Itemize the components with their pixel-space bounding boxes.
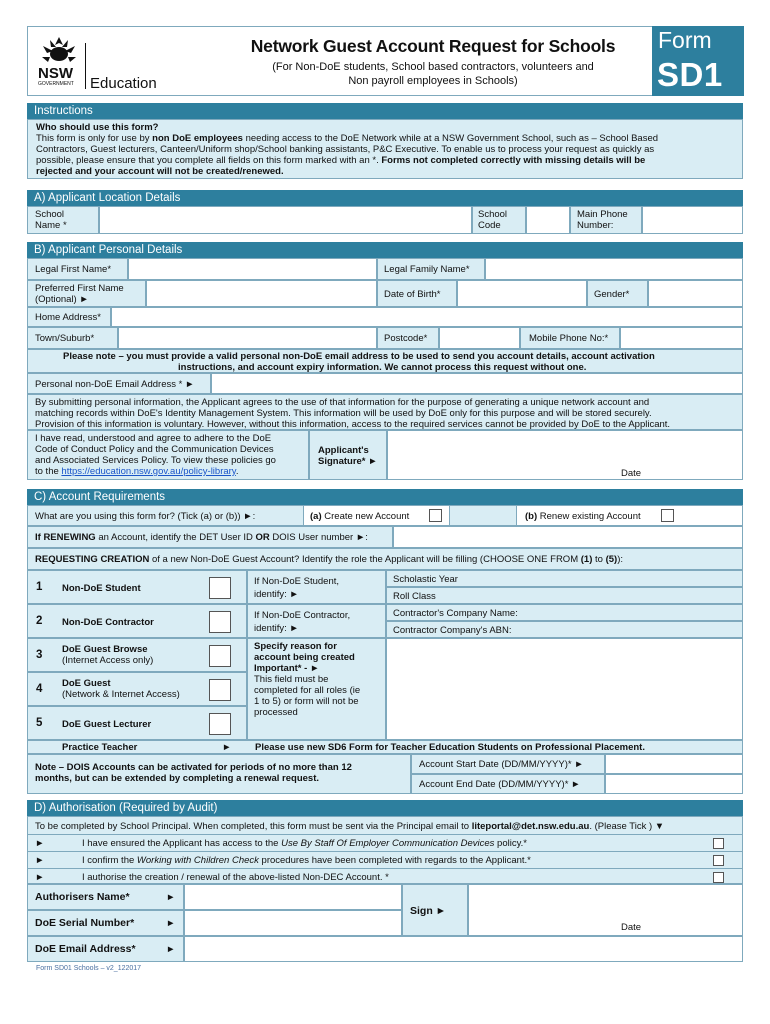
reason-line-1: Specify reason for — [254, 641, 337, 652]
tick-2c: procedures have been completed with regards to the Applicant.* — [258, 855, 531, 866]
mobile-field[interactable] — [620, 327, 743, 349]
divider — [28, 868, 742, 869]
serial-number-label — [27, 910, 184, 936]
tick-2a: I confirm the — [82, 855, 137, 866]
agree-line-2: Code of Conduct Policy and the Communication Devices — [35, 444, 274, 455]
personal-email-label — [27, 373, 211, 394]
form-header — [27, 26, 743, 96]
student-identify-1: If Non-DoE Student, — [254, 576, 340, 587]
doe-email-text: DoE Email Address* — [35, 943, 136, 955]
agree-line-4a: to the — [35, 466, 62, 477]
gender-label — [587, 280, 648, 307]
divider — [28, 851, 742, 852]
section-d-heading: D) Authorisation (Required by Audit) — [27, 800, 743, 816]
arrow-icon: ► — [166, 918, 176, 929]
authorisation-box — [27, 816, 743, 884]
reason-field[interactable] — [386, 638, 743, 740]
signature-label-2: Signature* ► — [318, 456, 378, 467]
arrow-icon: ► — [166, 944, 176, 955]
renewal-id-text — [35, 532, 368, 543]
reason-label — [247, 638, 386, 740]
school-name-label-2: Name * — [35, 220, 67, 231]
roll-class-field[interactable] — [386, 587, 743, 604]
end-date-text: Account End Date (DD/MM/YYYY)* ► — [419, 779, 581, 790]
logo-education-text: Education — [90, 75, 157, 92]
renew-account-checkbox[interactable] — [661, 509, 674, 522]
logo-nsw-text: NSW — [38, 65, 73, 82]
renew-text-c: OR — [255, 532, 270, 543]
tick-1c: policy.* — [494, 838, 527, 849]
contractor-name-label: Contractor's Company Name: — [393, 608, 518, 619]
authoriser-name-label — [27, 884, 184, 910]
policy-library-link[interactable]: https://education.nsw.gov.au/policy-library — [61, 466, 236, 477]
principal-date-label: Date — [621, 922, 642, 933]
main-phone-label-2: Number: — [577, 220, 614, 231]
tick-3-text: I authorise the creation / renewal of the above-listed Non-DEC Account. * — [82, 872, 389, 883]
renew-text-b: an Account, identify the DET User ID — [95, 532, 256, 543]
personal-email-text: Personal non-DoE Email Address * ► — [35, 379, 195, 390]
logo-divider — [85, 43, 86, 89]
role-name: DoE Guest Browse — [62, 644, 148, 655]
role-number: 3 — [36, 649, 43, 661]
role-name: Non-DoE Student — [62, 583, 141, 594]
tick-arrow-2: ► — [35, 855, 45, 866]
dob-text: Date of Birth* — [384, 289, 441, 300]
instructions-box — [27, 119, 743, 179]
instructions-line-1a: This form is only for use by — [36, 133, 153, 144]
instructions-line-1c: needing access to the DoE Network while at a NSW Government School, such as – School Based — [242, 133, 659, 144]
create-account-option[interactable] — [303, 505, 450, 526]
home-address-text: Home Address* — [35, 312, 102, 323]
form-code-badge — [652, 26, 744, 96]
requesting-f: ): — [617, 554, 624, 565]
role-name: DoE Guest Lecturer — [62, 719, 152, 730]
renewal-id-field[interactable] — [393, 526, 743, 548]
contractor-identify-2: identify: ► — [254, 623, 299, 634]
role-number: 4 — [36, 683, 43, 695]
role-name: Non-DoE Contractor — [62, 617, 154, 628]
agree-line-3: and Associated Services Policy. To view these policies go — [35, 455, 276, 466]
requesting-d: to — [592, 554, 606, 565]
preferred-name-text-2: (Optional) ► — [35, 294, 89, 305]
practice-teacher-label: Practice Teacher — [62, 742, 138, 753]
reason-line-5: completed for all roles (ie — [254, 685, 361, 696]
legal-family-name-label — [377, 258, 485, 280]
tick-2-checkbox[interactable] — [713, 855, 724, 866]
start-date-field[interactable] — [605, 754, 743, 774]
school-name-label-1: School — [35, 209, 65, 220]
scholastic-year-field[interactable] — [386, 570, 743, 587]
who-label: Who should use this form? — [36, 122, 159, 133]
applicant-signature-field[interactable] — [387, 430, 743, 480]
end-date-field[interactable] — [605, 774, 743, 794]
legal-first-name-label — [27, 258, 128, 280]
dois-note-line-2: months, but can be extended by completing a renewal request. — [35, 773, 320, 784]
practice-teacher-arrow: ► — [222, 742, 232, 753]
dois-note — [27, 754, 411, 794]
form-subtitle — [198, 60, 668, 88]
preferred-name-field[interactable] — [146, 280, 377, 307]
town-label — [27, 327, 118, 349]
reason-line-4: This field must be — [254, 674, 329, 685]
doe-email-field[interactable] — [184, 936, 743, 962]
renew-account-text — [525, 511, 641, 522]
contractor-abn-label: Contractor Company's ABN: — [393, 625, 512, 636]
main-phone-field[interactable] — [642, 206, 743, 234]
email-note-line-2: instructions, and account expiry information. We cannot process this request without one. — [178, 362, 587, 373]
scholastic-year-label: Scholastic Year — [393, 574, 458, 585]
renew-text-a: If RENEWING — [35, 532, 96, 543]
tick-3-checkbox[interactable] — [713, 872, 724, 883]
legal-family-name-field[interactable] — [485, 258, 743, 280]
school-name-label — [27, 206, 99, 234]
role-row-4 — [27, 672, 247, 706]
tick-1-checkbox[interactable] — [713, 838, 724, 849]
tick-2-text — [82, 855, 531, 866]
role-name: DoE Guest — [62, 678, 111, 689]
tick-1-text — [82, 838, 527, 849]
role-4-checkbox[interactable] — [209, 679, 231, 701]
waratah-icon — [38, 35, 80, 65]
role-row-3 — [27, 638, 247, 672]
home-address-field[interactable] — [111, 307, 743, 327]
instructions-line-4: rejected and your account will not be created/renewed. — [36, 166, 284, 177]
legal-family-name-text: Legal Family Name* — [384, 264, 470, 275]
nsw-education-logo — [36, 35, 186, 91]
role-number: 5 — [36, 717, 43, 729]
form-code: SD1 — [657, 56, 723, 93]
tick-arrow-3: ► — [35, 872, 45, 883]
divider — [28, 834, 742, 835]
dois-note-line-1: Note – DOIS Accounts can be activated for periods of no more than 12 — [35, 762, 352, 773]
requesting-b: of a new Non-DoE Guest Account? Identify the role the Applicant will be filling (CHOOSE ONE FROM — [149, 554, 581, 565]
role-2-checkbox[interactable] — [209, 611, 231, 633]
signature-label-1: Applicant's — [318, 445, 369, 456]
roll-class-label: Roll Class — [393, 591, 436, 602]
role-1-checkbox[interactable] — [209, 577, 231, 599]
agree-line-4b: . — [235, 466, 239, 477]
role-3-checkbox[interactable] — [209, 645, 231, 667]
role-row-1 — [27, 570, 247, 604]
instructions-line-3b: Forms not completed correctly with missing details will be — [381, 155, 646, 166]
email-note — [27, 349, 743, 373]
section-a-heading: A) Applicant Location Details — [27, 190, 743, 206]
role-5-checkbox[interactable] — [209, 713, 231, 735]
legal-first-name-field[interactable] — [128, 258, 377, 280]
school-code-label-2: Code — [478, 220, 501, 231]
option-a-text: Create new Account — [321, 511, 410, 522]
reason-line-6: 1 to 5) or form will not be — [254, 696, 359, 707]
option-a-key: (a) — [310, 511, 322, 522]
serial-number-text: DoE Serial Number* — [35, 917, 135, 929]
sign-text: Sign ► — [410, 905, 447, 917]
serial-number-field[interactable] — [184, 910, 402, 936]
mobile-text: Mobile Phone No:* — [529, 333, 609, 344]
postcode-label — [377, 327, 439, 349]
student-identify-label — [247, 570, 386, 604]
reason-line-3: Important* - ► — [254, 663, 320, 674]
main-phone-label — [570, 206, 642, 234]
contractor-name-field[interactable] — [386, 604, 743, 621]
role-number: 1 — [36, 581, 43, 593]
town-field[interactable] — [118, 327, 377, 349]
form-word: Form — [658, 27, 712, 53]
form-title: Network Guest Account Request for Schools — [250, 36, 616, 56]
signature-label — [309, 430, 387, 480]
intro-a: To be completed by School Principal. When completed, this form must be sent via the Principal email to — [35, 821, 472, 832]
mobile-label — [520, 327, 620, 349]
requesting-creation-text — [35, 554, 623, 565]
renew-text-d: DOIS User number ►: — [269, 532, 368, 543]
sign-label — [402, 884, 468, 936]
authoriser-name-field[interactable] — [184, 884, 402, 910]
instructions-line-1b: non DoE employees — [152, 133, 243, 144]
role-subtitle: (Network & Internet Access) — [62, 689, 180, 700]
preferred-name-text-1: Preferred First Name — [35, 283, 124, 294]
privacy-statement — [27, 394, 743, 430]
gender-text: Gender* — [594, 289, 630, 300]
policy-agreement — [27, 430, 309, 480]
authoriser-name-text: Authorisers Name* — [35, 891, 130, 903]
start-date-text: Account Start Date (DD/MM/YYYY)* ► — [419, 759, 584, 770]
end-date-label — [411, 774, 605, 794]
logo-government-text: GOVERNMENT — [38, 81, 74, 87]
preferred-name-label — [27, 280, 146, 307]
town-text: Town/Suburb* — [35, 333, 95, 344]
student-identify-2: identify: ► — [254, 589, 299, 600]
subtitle-line-1: (For Non-DoE students, School based contractors, volunteers and — [272, 61, 594, 73]
home-address-label — [27, 307, 111, 327]
doe-email-label — [27, 936, 184, 962]
tick-1b: Use By Staff Of Employer Communication Devices — [281, 838, 495, 849]
privacy-line-1: By submitting personal information, the Applicant agrees to the use of that information for the purpose of generating a unique network account and — [35, 397, 650, 408]
requesting-creation-row — [27, 548, 743, 570]
agree-line-4 — [35, 466, 239, 477]
role-row-5 — [27, 706, 247, 740]
email-note-line-1: Please note – you must provide a valid personal non-DoE email address to be used to send you account details, account activation — [63, 351, 655, 362]
dob-field[interactable] — [457, 280, 587, 307]
tick-2b: Working with Children Check — [136, 855, 259, 866]
create-account-checkbox[interactable] — [429, 509, 442, 522]
tick-1a: I have ensured the Applicant has access to the — [82, 838, 282, 849]
renew-account-option[interactable] — [516, 505, 743, 526]
intro-b: . (Please Tick ) ▼ — [589, 821, 665, 832]
instructions-line-3a: possible, please ensure that you complete all fields on this form marked with an *. — [36, 155, 382, 166]
option-b-key: (b) — [525, 511, 538, 522]
privacy-line-3: Provision of this information is voluntary. However, without this information, access to the required services cannot be provided by DoE to the Applicant. — [35, 419, 671, 430]
requesting-a: REQUESTING CREATION — [35, 554, 150, 565]
contractor-abn-field[interactable] — [386, 621, 743, 638]
school-code-field[interactable] — [526, 206, 570, 234]
subtitle-line-2: Non payroll employees in Schools) — [348, 75, 518, 87]
section-b-heading: B) Applicant Personal Details — [27, 242, 743, 258]
role-number: 2 — [36, 615, 43, 627]
principal-email: liteportal@det.nsw.edu.au — [471, 821, 590, 832]
privacy-line-2: matching records within DoE's Identity Management System. This information will be used by DoE only for this purpose and will be stored securely. — [35, 408, 652, 419]
tick-arrow-1: ► — [35, 838, 45, 849]
agree-line-1: I have read, understood and agree to adhere to the DoE — [35, 433, 272, 444]
signature-date-label: Date — [621, 468, 642, 479]
postcode-field[interactable] — [439, 327, 520, 349]
contractor-identify-label — [247, 604, 386, 638]
main-phone-label-1: Main Phone — [577, 209, 628, 220]
section-c-heading: C) Account Requirements — [27, 489, 743, 505]
requesting-c: (1) — [580, 554, 593, 565]
contractor-identify-1: If Non-DoE Contractor, — [254, 610, 351, 621]
instructions-heading: Instructions — [27, 103, 743, 119]
requesting-e: (5) — [605, 554, 618, 565]
reason-line-2: account being created — [254, 652, 355, 663]
role-subtitle: (Internet Access only) — [62, 655, 154, 666]
start-date-label — [411, 754, 605, 774]
principal-signature-field[interactable] — [468, 884, 743, 936]
authorisation-intro — [35, 821, 664, 832]
option-b-text: Renew existing Account — [537, 511, 641, 522]
practice-teacher-row — [27, 740, 743, 754]
instructions-line-2: Contractors, Guest lecturers, Canteen/Uniform shop/School banking assistants, P&C Executive. To enable us to process your request as quickly as — [36, 144, 655, 155]
gender-field[interactable] — [648, 280, 743, 307]
sd6-note: Please use new SD6 Form for Teacher Education Students on Professional Placement. — [255, 742, 645, 753]
legal-first-name-text: Legal First Name* — [35, 264, 112, 275]
personal-email-field[interactable] — [211, 373, 743, 394]
dob-label — [377, 280, 457, 307]
instructions-line-3 — [36, 155, 645, 166]
school-name-field[interactable] — [99, 206, 472, 234]
postcode-text: Postcode* — [384, 333, 428, 344]
reason-line-7: processed — [254, 707, 298, 718]
instructions-line-1 — [36, 133, 658, 144]
school-code-label-1: School — [478, 209, 508, 220]
renewal-id-label — [27, 526, 393, 548]
role-row-2 — [27, 604, 247, 638]
form-footer: Form SD01 Schools – v2_122017 — [36, 965, 142, 972]
create-account-text — [310, 511, 409, 522]
form-purpose-question: What are you using this form for? (Tick (a) or (b)) ►: — [35, 511, 256, 522]
arrow-icon: ► — [166, 892, 176, 903]
school-code-label — [472, 206, 526, 234]
